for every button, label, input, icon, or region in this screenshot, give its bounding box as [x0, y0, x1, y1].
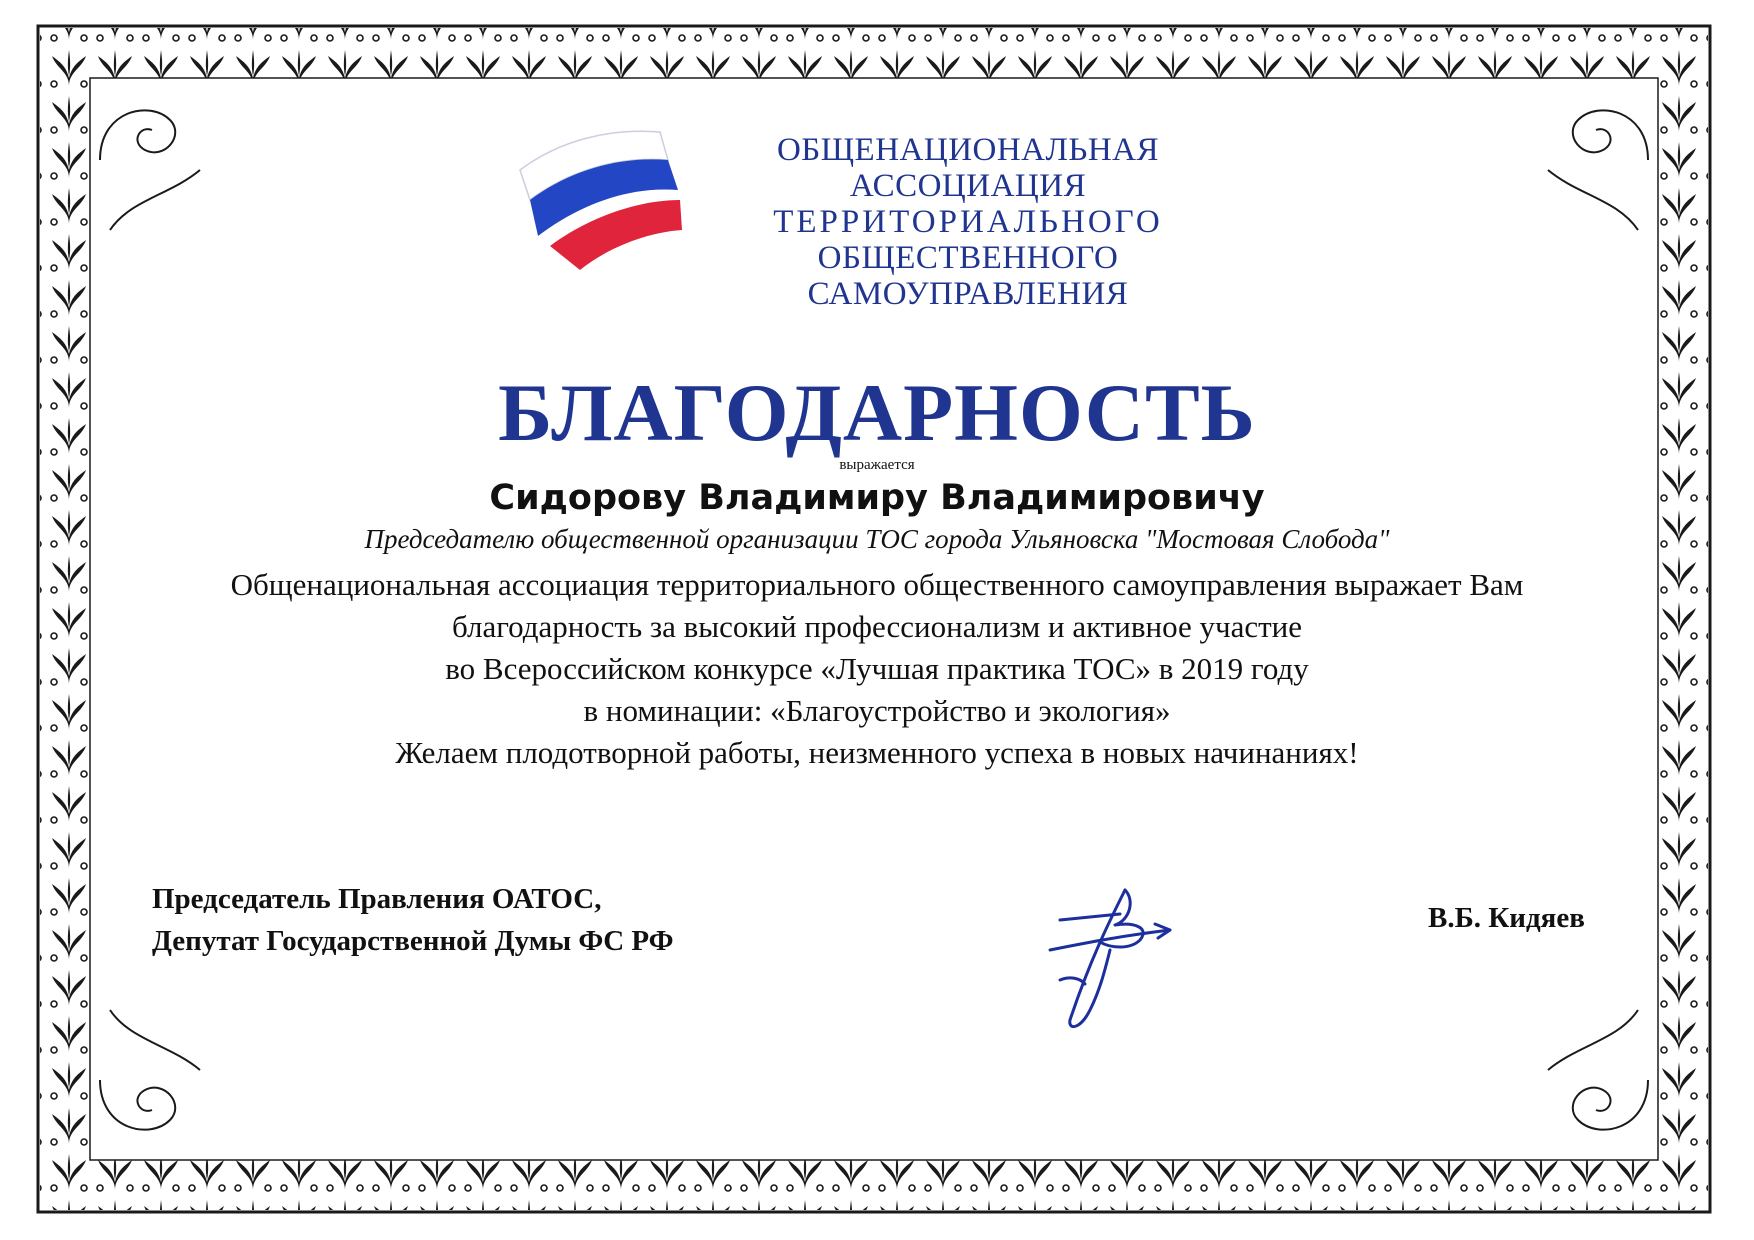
signatory-title-line1: Председатель Правления ОАТОС,	[152, 883, 602, 915]
org-name	[688, 132, 1248, 312]
org-logo	[510, 120, 1230, 312]
certificate-title: БЛАГОДАРНОСТЬ	[498, 367, 1256, 458]
ribbon-logo-icon	[510, 120, 690, 280]
certificate-body	[150, 564, 1604, 774]
body-line: Желаем плодотворной работы, неизменного успеха в новых начинаниях!	[395, 735, 1359, 770]
org-name-line3: ОБЩЕСТВЕННОГО САМОУПРАВЛЕНИЯ	[807, 240, 1129, 312]
body-line: в номинации: «Благоустройство и экология»	[583, 693, 1171, 728]
body-line: Общенациональная ассоциация территориального общественного самоуправления выражает Вам	[230, 567, 1524, 602]
org-name-line1: ОБЩЕНАЦИОНАЛЬНАЯ АССОЦИАЦИЯ	[776, 132, 1160, 204]
signatory-name: В.Б. Кидяев	[1428, 902, 1585, 934]
handwritten-signature	[1040, 880, 1190, 1040]
signatory-title	[152, 878, 674, 962]
body-line: во Всероссийском конкурсе «Лучшая практика ТОС» в 2019 году	[445, 651, 1309, 686]
body-line: благодарность за высокий профессионализм и активное участие	[451, 609, 1303, 644]
recipient-position: Председателю общественной организации ТОС города Ульяновска "Мостовая Слобода"	[364, 524, 1390, 554]
recipient-name: Сидорову Владимиру Владимировичу	[489, 478, 1265, 518]
signatory-title-line2: Депутат Государственной Думы ФС РФ	[152, 925, 674, 957]
expressed-label: выражается	[839, 457, 915, 473]
org-name-line2: ТЕРРИТОРИАЛЬНОГО	[773, 204, 1163, 240]
